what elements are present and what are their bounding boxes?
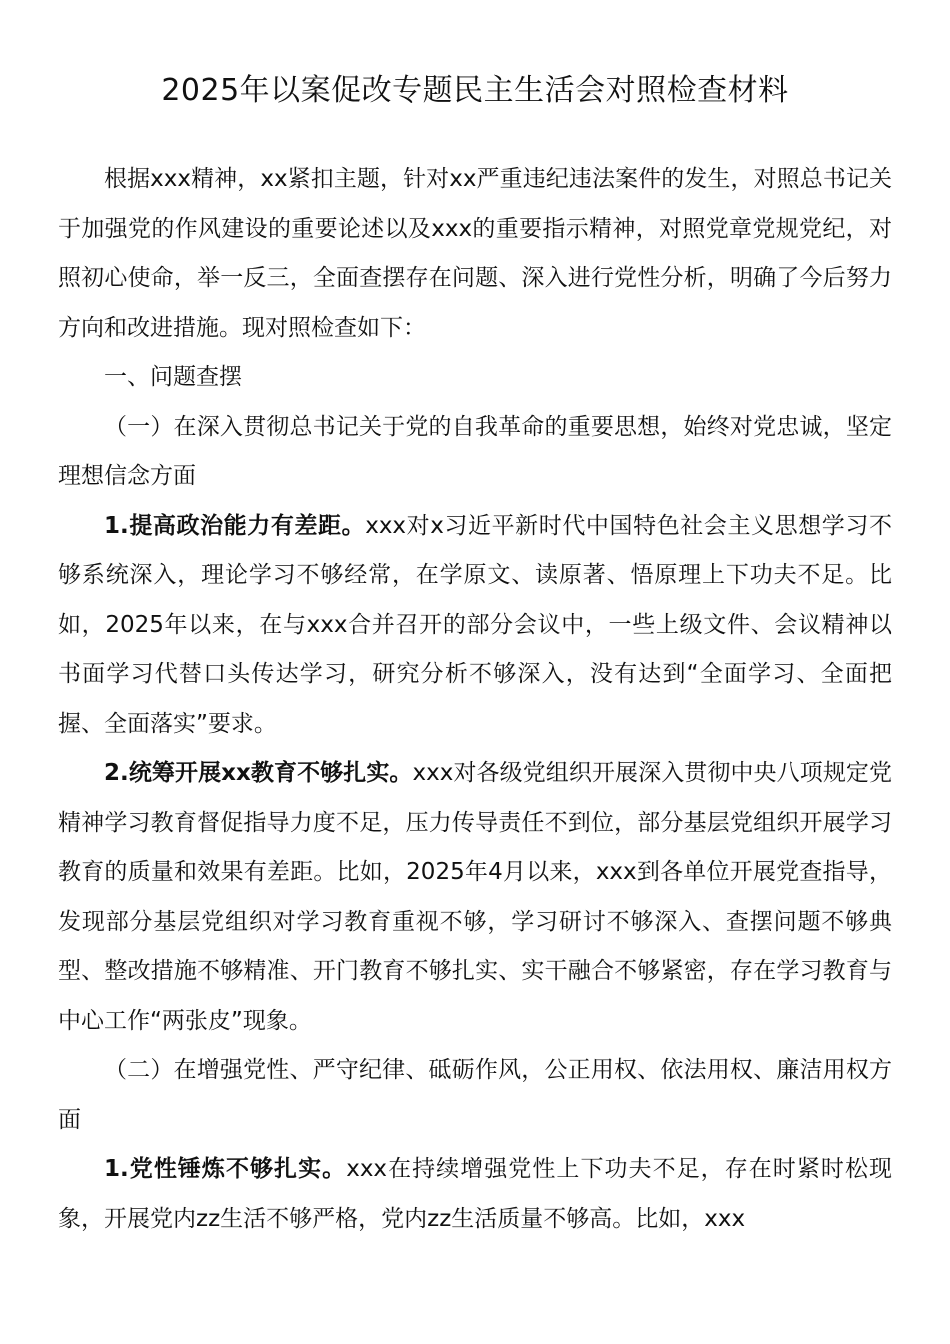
intro-paragraph: 根据xxx精神，xx紧扣主题，针对xx严重违纪违法案件的发生，对照总书记关于加强党的作风建设的重要论述以及xxx的重要指示精神，对照党章党规党纪，对照初心使命，举一反三，全面查摆存在问题、深入进行党性分析，明确了今后努力方向和改进措施。现对照检查如下：	[58, 166, 892, 341]
document-title: 2025年以案促改专题民主生活会对照检查材料	[161, 73, 789, 108]
point-lead: 1.党性锤炼不够扎实。	[104, 1156, 347, 1182]
section-heading-problems: 一、问题查摆	[104, 364, 242, 390]
point-paragraph	[58, 749, 892, 1046]
point-paragraph	[58, 1145, 892, 1244]
point-paragraph	[58, 502, 892, 750]
document-body	[58, 155, 892, 1244]
point-lead: 2.统筹开展xx教育不够扎实。	[104, 760, 413, 786]
point-lead: 1.提高政治能力有差距。	[104, 512, 366, 539]
point-text: xxx对x习近平新时代中国特色社会主义思想学习不够系统深入，理论学习不够经常，在学原文、读原著、悟原理上下功夫不足。比如，2025年以来，在与xxx合并召开的部分会议中，一些上级文件、会议精神以书面学习代替口头传达学习，研究分析不够深入，没有达到“全面学习、全面把握、全面落实”要求。	[58, 512, 892, 737]
point-text: xxx在持续增强党性上下功夫不足，存在时紧时松现象，开展党内zz生活不够严格，党内zz生活质量不够高。比如，xxx	[58, 1156, 892, 1232]
point-text: xxx对各级党组织开展深入贯彻中央八项规定党精神学习教育督促指导力度不足，压力传导责任不到位，部分基层党组织开展学习教育的质量和效果有差距。比如，2025年4月以来，xxx到各单位开展党查指导，发现部分基层党组织对学习教育重视不够，学习研讨不够深入、查摆问题不够典型、整改措施不够精准、开门教育不够扎实、实干融合不够紧密，存在学习教育与中心工作“两张皮”现象。	[58, 760, 892, 1034]
subsection-heading-2: （二）在增强党性、严守纪律、砥砺作风，公正用权、依法用权、廉洁用权方面	[58, 1057, 892, 1133]
subsection-heading-1: （一）在深入贯彻总书记关于党的自我革命的重要思想，始终对党忠诚，坚定理想信念方面	[58, 413, 892, 489]
